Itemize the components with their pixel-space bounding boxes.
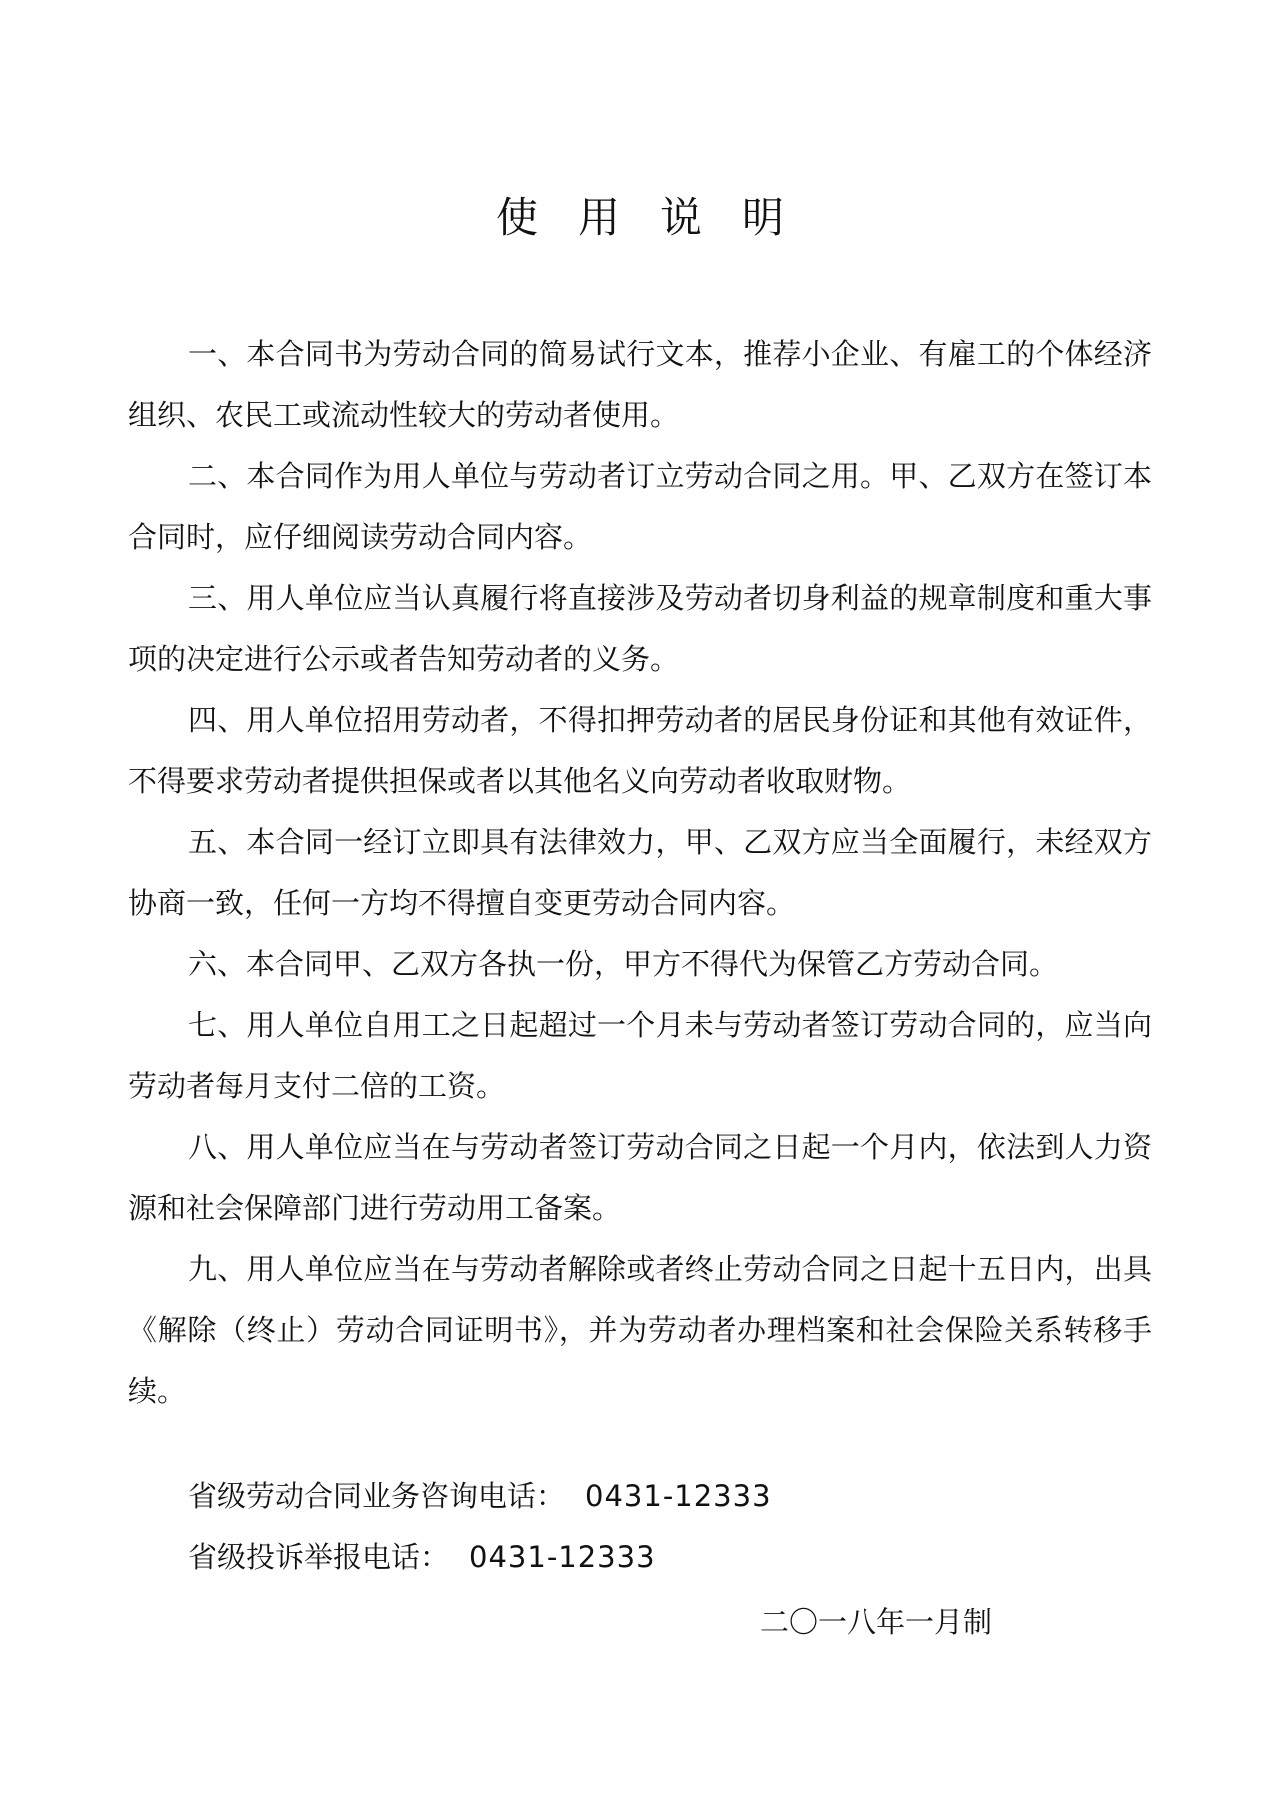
instruction-paragraph: 四、用人单位招用劳动者，不得扣押劳动者的居民身份证和其他有效证件，不得要求劳动者提供担保或者以其他名义向劳动者收取财物。 — [128, 703, 1152, 798]
instruction-paragraph: 八、用人单位应当在与劳动者签订劳动合同之日起一个月内，依法到人力资源和社会保障部门进行劳动用工备案。 — [128, 1130, 1152, 1225]
phone-number: 0431-12333 — [585, 1479, 772, 1513]
contact-label: 省级投诉举报电话： — [188, 1540, 450, 1574]
contact-line-consultation — [188, 1466, 1088, 1527]
instructions-body — [128, 324, 1152, 1422]
instruction-paragraph: 三、用人单位应当认真履行将直接涉及劳动者切身利益的规章制度和重大事项的决定进行公示或者告知劳动者的义务。 — [128, 581, 1152, 676]
phone-number: 0431-12333 — [469, 1540, 656, 1574]
instruction-paragraph: 九、用人单位应当在与劳动者解除或者终止劳动合同之日起十五日内，出具《解除（终止）劳动合同证明书》，并为劳动者办理档案和社会保险关系转移手续。 — [128, 1252, 1152, 1408]
instruction-paragraph: 六、本合同甲、乙双方各执一份，甲方不得代为保管乙方劳动合同。 — [188, 947, 1059, 981]
instruction-paragraph: 二、本合同作为用人单位与劳动者订立劳动合同之用。甲、乙双方在签订本合同时，应仔细阅读劳动合同内容。 — [128, 459, 1152, 554]
page-title: 使用说明 — [495, 193, 824, 242]
issue-date: 二〇一八年一月制 — [760, 1605, 993, 1639]
instruction-paragraph: 五、本合同一经订立即具有法律效力，甲、乙双方应当全面履行，未经双方协商一致，任何一方均不得擅自变更劳动合同内容。 — [128, 825, 1152, 920]
contact-section — [188, 1466, 1088, 1588]
contact-line-complaint — [188, 1527, 1088, 1588]
contact-label: 省级劳动合同业务咨询电话： — [188, 1479, 566, 1513]
instruction-paragraph: 一、本合同书为劳动合同的简易试行文本，推荐小企业、有雇工的个体经济组织、农民工或流动性较大的劳动者使用。 — [128, 337, 1152, 432]
instruction-paragraph: 七、用人单位自用工之日起超过一个月未与劳动者签订劳动合同的，应当向劳动者每月支付二倍的工资。 — [128, 1008, 1152, 1103]
